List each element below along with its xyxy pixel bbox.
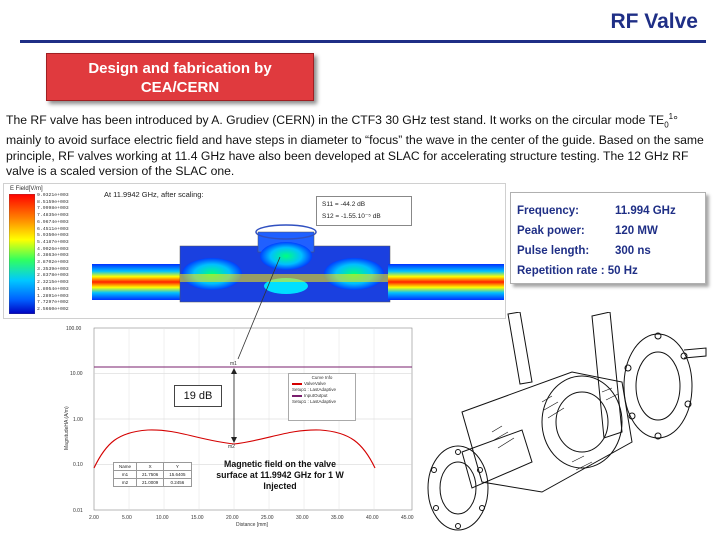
colorbar-label: 7.7297e+002 (37, 300, 69, 306)
colorbar-label: 5.4187e+003 (37, 239, 69, 245)
header-cell: Name (114, 463, 137, 471)
table-cell: 0.2456 (164, 479, 191, 487)
x-tick-label: 30.00 (296, 515, 309, 521)
legend-swatch (292, 395, 302, 397)
intro-text-part2: ° mainly to avoid surface electric field and have steps in diameter to “focus” the wave in the center of the guide. Based on the same principle, RF valves working at 11.4 GHz have also been developed at SLAC for accelerating structure testing. The 12 GHz RF valve is a scaled version of the SLAC one. (6, 113, 704, 179)
mode-superscript: 1 (668, 112, 674, 121)
marker-table-header (114, 463, 192, 471)
colorbar-label: 3.3539e+003 (37, 266, 69, 272)
caption-line: Magnetic field on the valve (224, 459, 336, 469)
y-tick-label: 0.01 (73, 508, 83, 514)
colorbar-label: 4.3863e+003 (37, 253, 69, 259)
caption-line: surface at 11.9942 GHz for 1 W (216, 470, 344, 480)
legend-name: InputOutput (304, 393, 328, 398)
spec-value: 120 MW (615, 225, 658, 237)
curve-info-title: Curve Info (311, 375, 333, 380)
magnetic-field-caption (198, 459, 362, 492)
colorbar-label: 2.3215e+003 (37, 280, 69, 286)
attenuation-label: 19 dB (174, 385, 222, 407)
header-cell: Y (164, 463, 191, 471)
spec-row-repetition-rate (517, 261, 699, 281)
colorbar-label: 6.4511e+003 (37, 226, 69, 232)
table-cell: m2 (114, 479, 137, 487)
x-tick-label: 25.00 (261, 515, 274, 521)
y-tick-label: 0.10 (73, 462, 83, 468)
colorbar (9, 194, 35, 314)
colorbar-label: 5.9350e+003 (37, 233, 69, 239)
legend-setup: Setup1 : LastAdaptive (292, 387, 337, 392)
x-tick-label: 5.00 (122, 515, 132, 521)
colorbar-label: 3.8702e+003 (37, 260, 69, 266)
specifications-box (510, 192, 706, 284)
marker-table (113, 462, 192, 487)
spec-row-frequency (517, 201, 699, 221)
colorbar-label: 6.9674e+003 (37, 219, 69, 225)
colorbar-labels (37, 193, 89, 315)
y-tick-label: 100.00 (66, 326, 82, 332)
x-tick-label: 2.00 (89, 515, 99, 521)
s12-value: S12 = -1.55.10⁻⁵ dB (322, 213, 381, 220)
intro-paragraph (6, 109, 708, 180)
y-tick-label: 10.00 (70, 371, 83, 377)
colorbar-label: 2.8378e+003 (37, 273, 69, 279)
spec-label: Peak power: (517, 225, 585, 237)
x-tick-label: 10.00 (156, 515, 169, 521)
marker-label-m2: m2 (228, 444, 235, 450)
y-tick-label: 1.00 (73, 417, 83, 423)
table-cell: m1 (114, 471, 137, 479)
table-cell: 21.7506 (137, 471, 164, 479)
field-caption: At 11.9942 GHz, after scaling: (104, 190, 204, 199)
colorbar-title: E Field[V/m] (10, 186, 43, 192)
slide-title: RF Valve (610, 10, 698, 33)
colorbar-label: 7.4835e+003 (37, 213, 69, 219)
spec-value: 11.994 GHz (615, 205, 676, 217)
field-simulation-image (92, 224, 504, 318)
table-row (114, 479, 192, 487)
title-divider (20, 40, 706, 43)
x-axis-label: Distance [mm] (236, 522, 268, 528)
legend-name: ValveValve (304, 381, 326, 386)
header-cell: X (137, 463, 164, 471)
colorbar-label: 8.5159e+003 (37, 199, 69, 205)
colorbar-label: 1.2891e+003 (37, 293, 69, 299)
colorbar-label: 1.8054e+003 (37, 286, 69, 292)
spec-label: Pulse length: (517, 245, 590, 257)
colorbar-label: 4.9026e+003 (37, 246, 69, 252)
caption-line: Injected (263, 481, 297, 491)
intro-text-part1: The RF valve has been introduced by A. Grudiev (CERN) in the CTF3 30 GHz test stand. It works on the circular mode TE (6, 113, 665, 128)
spec-row-pulse-length (517, 241, 699, 261)
colorbar-label: 9.0321e+003 (37, 193, 69, 198)
spec-label: Repetition rate : 50 Hz (517, 265, 638, 277)
legend-setup: Setup1 : LastAdaptive (292, 399, 337, 404)
table-row (114, 471, 192, 479)
spec-value: 300 ns (615, 245, 651, 257)
x-tick-label: 45.00 (401, 515, 414, 521)
colorbar-label: 2.5660e+002 (37, 306, 69, 312)
callout-connector (230, 255, 290, 365)
table-cell: 21.0009 (137, 479, 164, 487)
table-cell: 15.6405 (164, 471, 191, 479)
y-axis-label: MagnitudeHA (A/m) (64, 406, 70, 450)
x-tick-label: 40.00 (366, 515, 379, 521)
section-title-box (46, 53, 314, 101)
spec-label: Frequency: (517, 205, 579, 217)
legend-swatch (292, 383, 302, 385)
colorbar-label: 7.9998e+003 (37, 206, 69, 212)
mode-subscript: 0 (664, 120, 669, 130)
x-tick-label: 15.00 (191, 515, 204, 521)
s-parameter-box (316, 196, 412, 226)
section-title-line1: Design and fabrication by (88, 60, 272, 77)
valve-mechanical-drawing (422, 312, 712, 538)
spec-row-peak-power (517, 221, 699, 241)
curve-info-legend (288, 373, 356, 421)
marker-label-m1: m1 (230, 361, 237, 367)
s11-value: S11 = -44.2 dB (322, 201, 366, 208)
x-tick-label: 20.00 (226, 515, 239, 521)
x-tick-label: 35.00 (331, 515, 344, 521)
section-title-line2: CEA/CERN (140, 79, 220, 96)
